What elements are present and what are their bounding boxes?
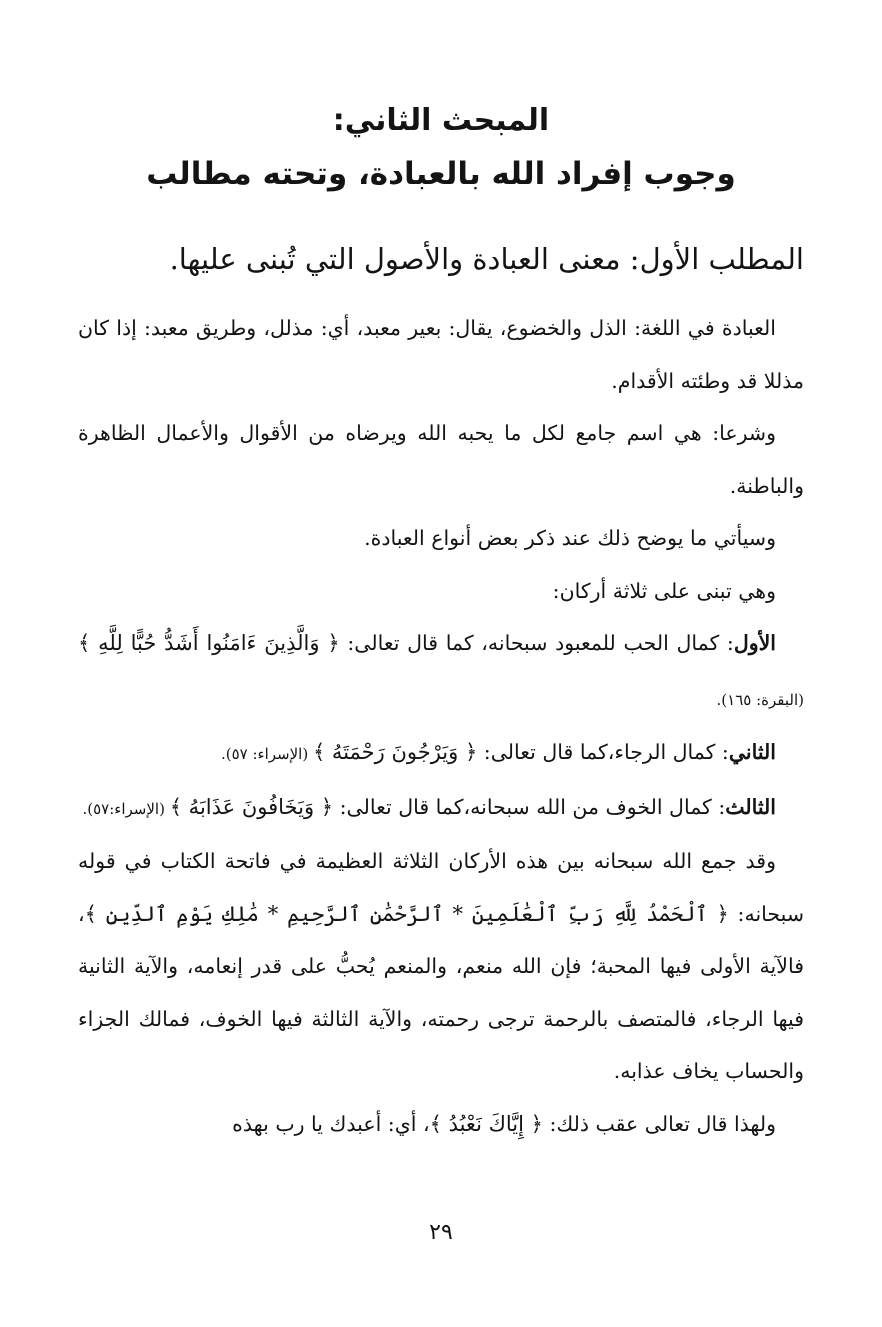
iyyaka-explanation-text: ، أي: أعبدك يا رب بهذه bbox=[232, 1111, 430, 1136]
paragraph-language-definition: العبادة في اللغة: الذل والخضوع، يقال: بعير معبد، أي: مذلل، وطريق معبد: إذا كان مذللا قد وطئته الأقدام. bbox=[78, 316, 804, 393]
paragraph-sharia-definition: وشرعا: هي اسم جامع لكل ما يحبه الله ويرضاه من الأقوال والأعمال الظاهرة والباطنة. bbox=[78, 421, 804, 498]
pillar-first-reference: (البقرة: ١٦٥). bbox=[716, 690, 804, 709]
iyyaka-intro-text: ولهذا قال تعالى عقب ذلك: bbox=[542, 1111, 776, 1136]
pillar-first-label: الأول bbox=[733, 631, 776, 655]
paragraph-pillar-first bbox=[78, 617, 804, 726]
paragraph-pillar-third bbox=[78, 781, 804, 836]
paragraph-types-note: وسيأتي ما يوضح ذلك عند ذكر بعض أنواع العبادة. bbox=[364, 526, 776, 550]
fatiha-explanation-text: ، فالآية الأولى فيها المحبة؛ فإن الله منعم، والمنعم يُحبُّ على قدر إنعامه، والآية الثانية فيها الرجاء، فالمتصف بالرحمة ترجى رحمته، والآية الثالثة فيها الخوف، فمالك الجزاء والحساب يخاف عذابه. bbox=[78, 901, 804, 1083]
pillar-third-text: : كمال الخوف من الله سبحانه،كما قال تعالى: bbox=[333, 794, 726, 819]
pillar-third-label: الثالث bbox=[725, 794, 776, 819]
pillar-second-text: : كمال الرجاء،كما قال تعالى: bbox=[477, 740, 729, 764]
paragraph-pillar-second bbox=[78, 726, 804, 781]
chapter-heading bbox=[0, 96, 882, 202]
pillar-second-reference: (الإسراء: ٥٧). bbox=[220, 745, 313, 763]
section-title: المطلب الأول: معنى العبادة والأصول التي تُبنى عليها. bbox=[169, 242, 804, 276]
pillar-third-verse: ﴿ وَيَخَافُونَ عَذَابَهُ ﴾ bbox=[169, 794, 334, 819]
fatiha-intro-text: وقد جمع الله سبحانه بين هذه الأركان الثلاثة العظيمة في فاتحة الكتاب في قوله سبحانه: bbox=[78, 849, 804, 926]
pillar-second-label: الثاني bbox=[728, 740, 776, 764]
fatiha-verse: ﴿ ٱلْحَمْدُ لِلَّهِ رَبِّ ٱلْعَٰلَمِينَ * ٱلرَّحْمَٰنِ ٱلرَّحِيمِ * مَٰلِكِ يَوْمِ ٱلدِّينِ ﴾ bbox=[84, 901, 729, 926]
chapter-label: المبحث الثاني: bbox=[332, 103, 550, 138]
iyyaka-verse: ﴿ إِيَّاكَ نَعْبُدُ ﴾ bbox=[429, 1111, 543, 1136]
body-text bbox=[78, 302, 804, 1150]
paragraph-fatiha-pillars bbox=[78, 835, 804, 1098]
paragraph-pillars-intro: وهي تبنى على ثلاثة أركان: bbox=[552, 578, 776, 603]
pillar-first-verse: ﴿ وَالَّذِينَ ءَامَنُوا أَشَدُّ حُبًّا لِلَّهِ ﴾ bbox=[78, 631, 340, 655]
paragraph-iyyaka-nabudu bbox=[78, 1098, 804, 1151]
page-number: ٢٩ bbox=[429, 1220, 453, 1245]
pillar-second-verse: ﴿ وَيَرْجُونَ رَحْمَتَهُ ﴾ bbox=[312, 740, 478, 764]
pillar-third-reference: (الإسراء:٥٧). bbox=[82, 799, 170, 818]
pillar-first-text: : كمال الحب للمعبود سبحانه، كما قال تعالى: bbox=[339, 631, 734, 655]
chapter-title: وجوب إفراد الله بالعبادة، وتحته مطالب bbox=[146, 156, 736, 192]
